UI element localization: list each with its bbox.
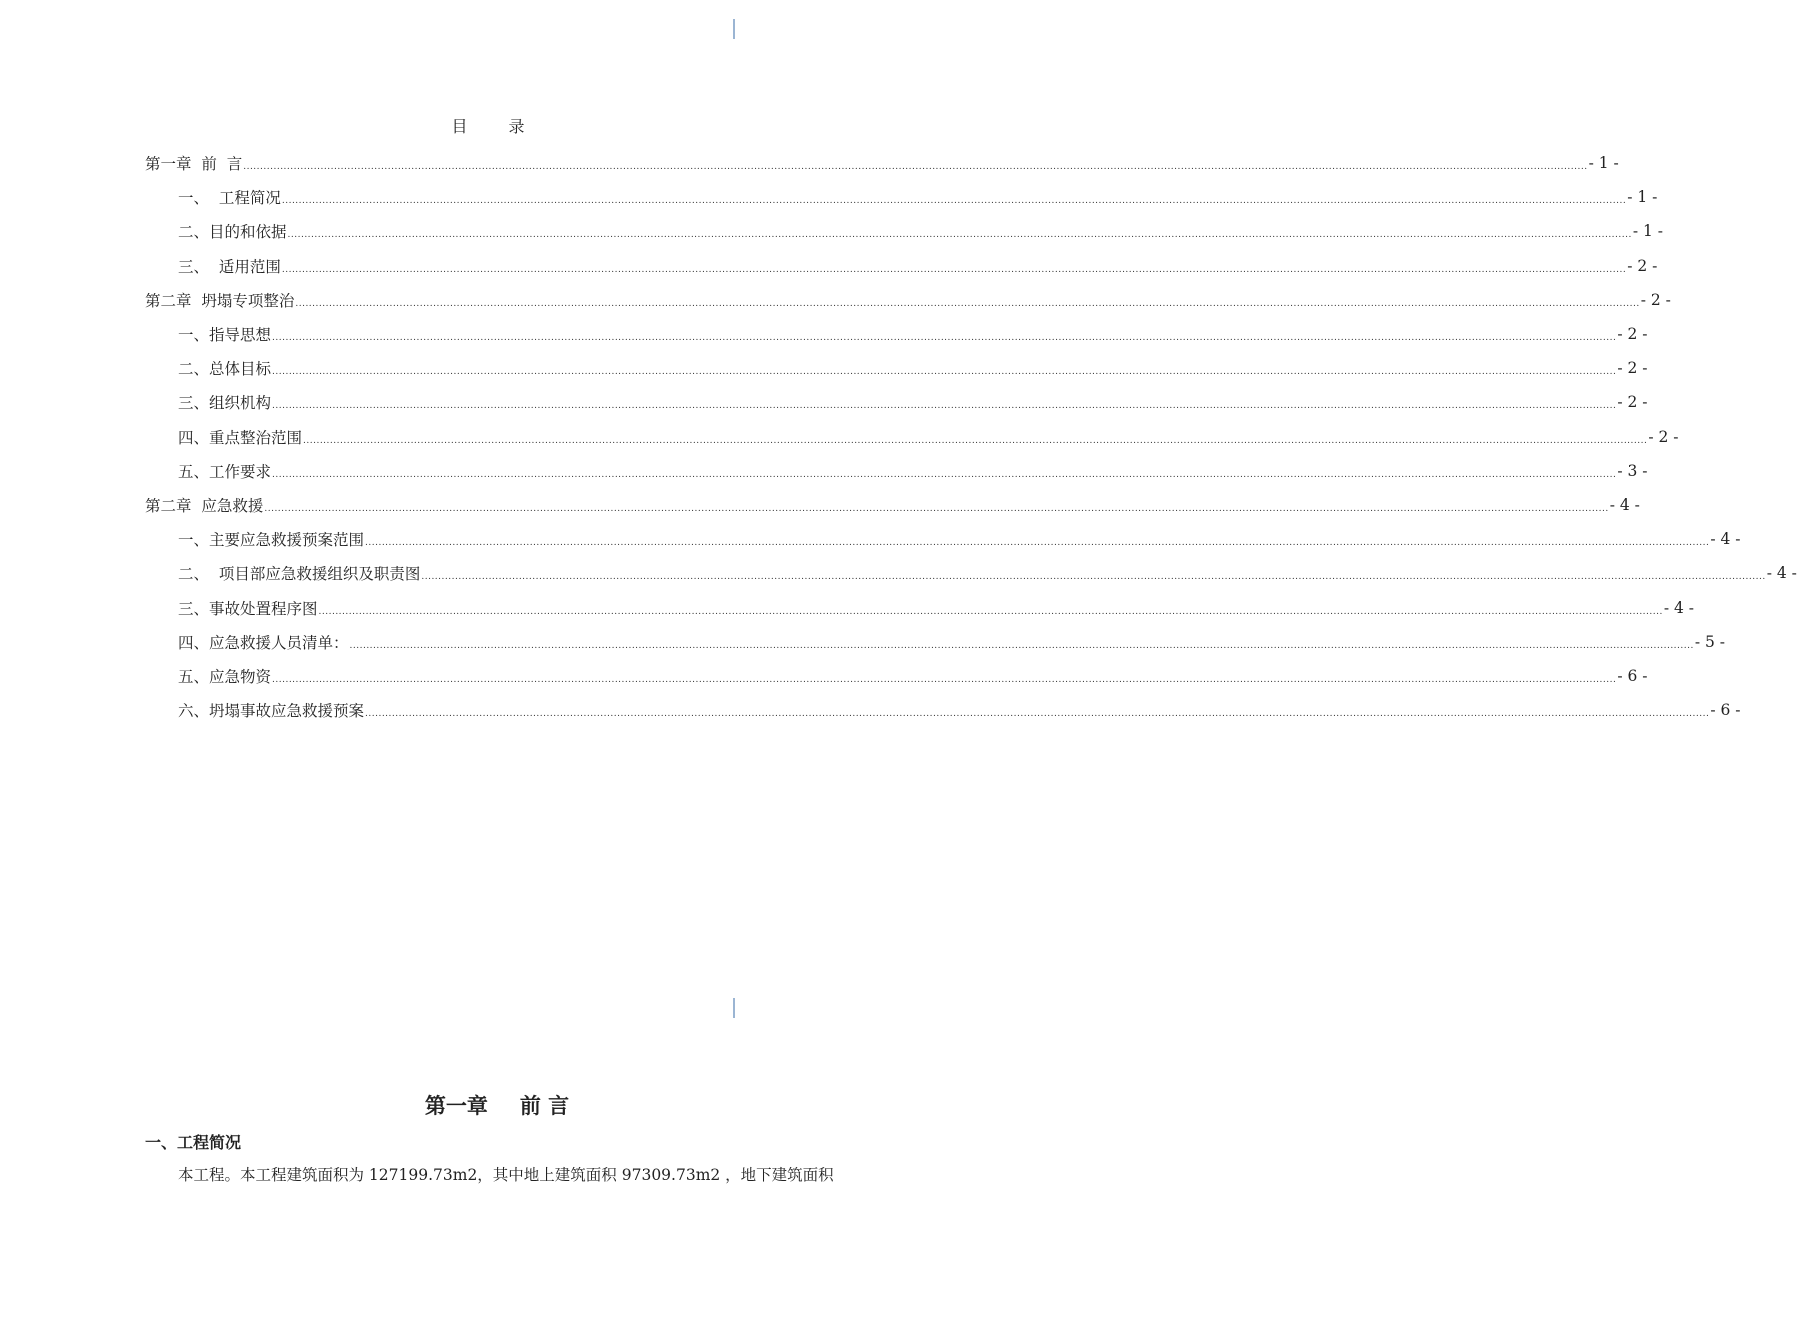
toc-leader-dots: ................................................................................................................................................................................................................................................................................................................................................................................................................: [349, 640, 1694, 651]
toc-entry[interactable]: [145, 454, 1648, 488]
table-of-contents: [145, 146, 1797, 727]
toc-leader-dots: ................................................................................................................................................................................................................................................................................................................................................................................................................: [281, 196, 1627, 207]
toc-leader-dots: ................................................................................................................................................................................................................................................................................................................................................................................................................: [421, 572, 1766, 583]
toc-leader-dots: ................................................................................................................................................................................................................................................................................................................................................................................................................: [295, 298, 1640, 309]
toc-entry-text: 三、组织机构: [178, 394, 272, 413]
toc-entry-text: 五、应急物资: [178, 667, 272, 686]
toc-entry-text: 二、总体目标: [178, 360, 272, 379]
toc-leader-dots: ................................................................................................................................................................................................................................................................................................................................................................................................................: [365, 709, 1710, 720]
toc-entry[interactable]: [145, 385, 1648, 419]
toc-page-number: - 2 -: [1617, 393, 1648, 412]
toc-entry[interactable]: [145, 249, 1658, 283]
toc-entry[interactable]: [145, 488, 1640, 522]
toc-entry-text: 四、应急救援人员清单：: [178, 633, 349, 652]
section-heading: 一、工程简况: [145, 1133, 242, 1152]
toc-page-number: - 4 -: [1609, 495, 1640, 514]
toc-entry-text: 三、事故处置程序图: [178, 599, 318, 618]
toc-entry-text: 第二章 坍塌专项整治: [145, 291, 295, 310]
toc-entry[interactable]: [145, 693, 1741, 727]
toc-entry[interactable]: [145, 420, 1679, 454]
toc-page-number: - 5 -: [1694, 632, 1726, 651]
toc-leader-dots: ................................................................................................................................................................................................................................................................................................................................................................................................................: [264, 503, 1609, 514]
toc-leader-dots: ................................................................................................................................................................................................................................................................................................................................................................................................................: [243, 162, 1588, 173]
toc-page-number: - 2 -: [1617, 325, 1648, 344]
toc-entry-text: 四、重点整治范围: [178, 428, 303, 447]
page-marker-bottom: [733, 998, 735, 1018]
toc-page-number: - 1 -: [1627, 188, 1658, 207]
toc-page-number: - 2 -: [1648, 427, 1679, 446]
toc-leader-dots: ................................................................................................................................................................................................................................................................................................................................................................................................................: [281, 264, 1627, 275]
toc-entry-text: 二、目的和依据: [178, 223, 287, 242]
toc-entry-text: 六、坍塌事故应急救援预案: [178, 702, 365, 721]
toc-leader-dots: ................................................................................................................................................................................................................................................................................................................................................................................................................: [272, 401, 1617, 412]
toc-page-number: - 2 -: [1617, 359, 1648, 378]
toc-entry-text: 第一章 前 言: [145, 155, 243, 174]
chapter-number: 第一章: [424, 1093, 488, 1118]
toc-entry-text: 一、指导思想: [178, 326, 272, 345]
chapter-title: [0, 1090, 994, 1120]
toc-page-number: - 4 -: [1766, 564, 1797, 583]
toc-page-number: - 2 -: [1640, 290, 1671, 309]
toc-page-number: - 4 -: [1663, 598, 1695, 617]
toc-leader-dots: ................................................................................................................................................................................................................................................................................................................................................................................................................: [318, 606, 1663, 617]
toc-entry[interactable]: [145, 214, 1664, 248]
toc-entry-text: 一、 工程简况: [178, 189, 281, 208]
toc-page-number: - 2 -: [1627, 256, 1658, 275]
toc-entry-text: 二、 项目部应急救援组织及职责图: [178, 565, 421, 584]
toc-page-number: - 4 -: [1710, 530, 1741, 549]
toc-entry[interactable]: [145, 659, 1648, 693]
toc-page-number: - 1 -: [1588, 154, 1619, 173]
toc-page-number: - 1 -: [1632, 222, 1664, 241]
toc-entry[interactable]: [145, 283, 1671, 317]
toc-title: 目 录: [451, 117, 543, 136]
toc-entry[interactable]: [145, 351, 1648, 385]
toc-entry[interactable]: [145, 625, 1726, 659]
toc-page-number: - 6 -: [1617, 666, 1648, 685]
toc-page-number: - 3 -: [1617, 461, 1648, 480]
page-marker-top: [733, 19, 735, 39]
toc-leader-dots: ................................................................................................................................................................................................................................................................................................................................................................................................................: [303, 435, 1648, 446]
toc-leader-dots: ................................................................................................................................................................................................................................................................................................................................................................................................................: [272, 367, 1617, 378]
toc-entry[interactable]: [145, 590, 1695, 624]
body-paragraph: 本工程。本工程建筑面积为 127199.73m2，其中地上建筑面积 97309.73m2 ，地下建筑面积: [178, 1166, 834, 1184]
toc-entry[interactable]: [145, 146, 1619, 180]
toc-entry-text: 三、 适用范围: [178, 257, 281, 276]
toc-entry[interactable]: [145, 317, 1648, 351]
toc-leader-dots: ................................................................................................................................................................................................................................................................................................................................................................................................................: [272, 674, 1617, 685]
toc-entry[interactable]: [145, 180, 1658, 214]
toc-entry-text: 五、工作要求: [178, 462, 272, 481]
toc-leader-dots: ................................................................................................................................................................................................................................................................................................................................................................................................................: [272, 333, 1617, 344]
toc-page-number: - 6 -: [1710, 701, 1741, 720]
toc-leader-dots: ................................................................................................................................................................................................................................................................................................................................................................................................................: [287, 230, 1632, 241]
toc-entry-text: 一、主要应急救援预案范围: [178, 531, 365, 550]
toc-entry[interactable]: [145, 522, 1741, 556]
toc-leader-dots: ................................................................................................................................................................................................................................................................................................................................................................................................................: [272, 469, 1617, 480]
chapter-name: 前 言: [519, 1093, 570, 1118]
toc-entry-text: 第二章 应急救援: [145, 496, 264, 515]
toc-leader-dots: ................................................................................................................................................................................................................................................................................................................................................................................................................: [365, 538, 1710, 549]
toc-entry[interactable]: [145, 556, 1797, 590]
